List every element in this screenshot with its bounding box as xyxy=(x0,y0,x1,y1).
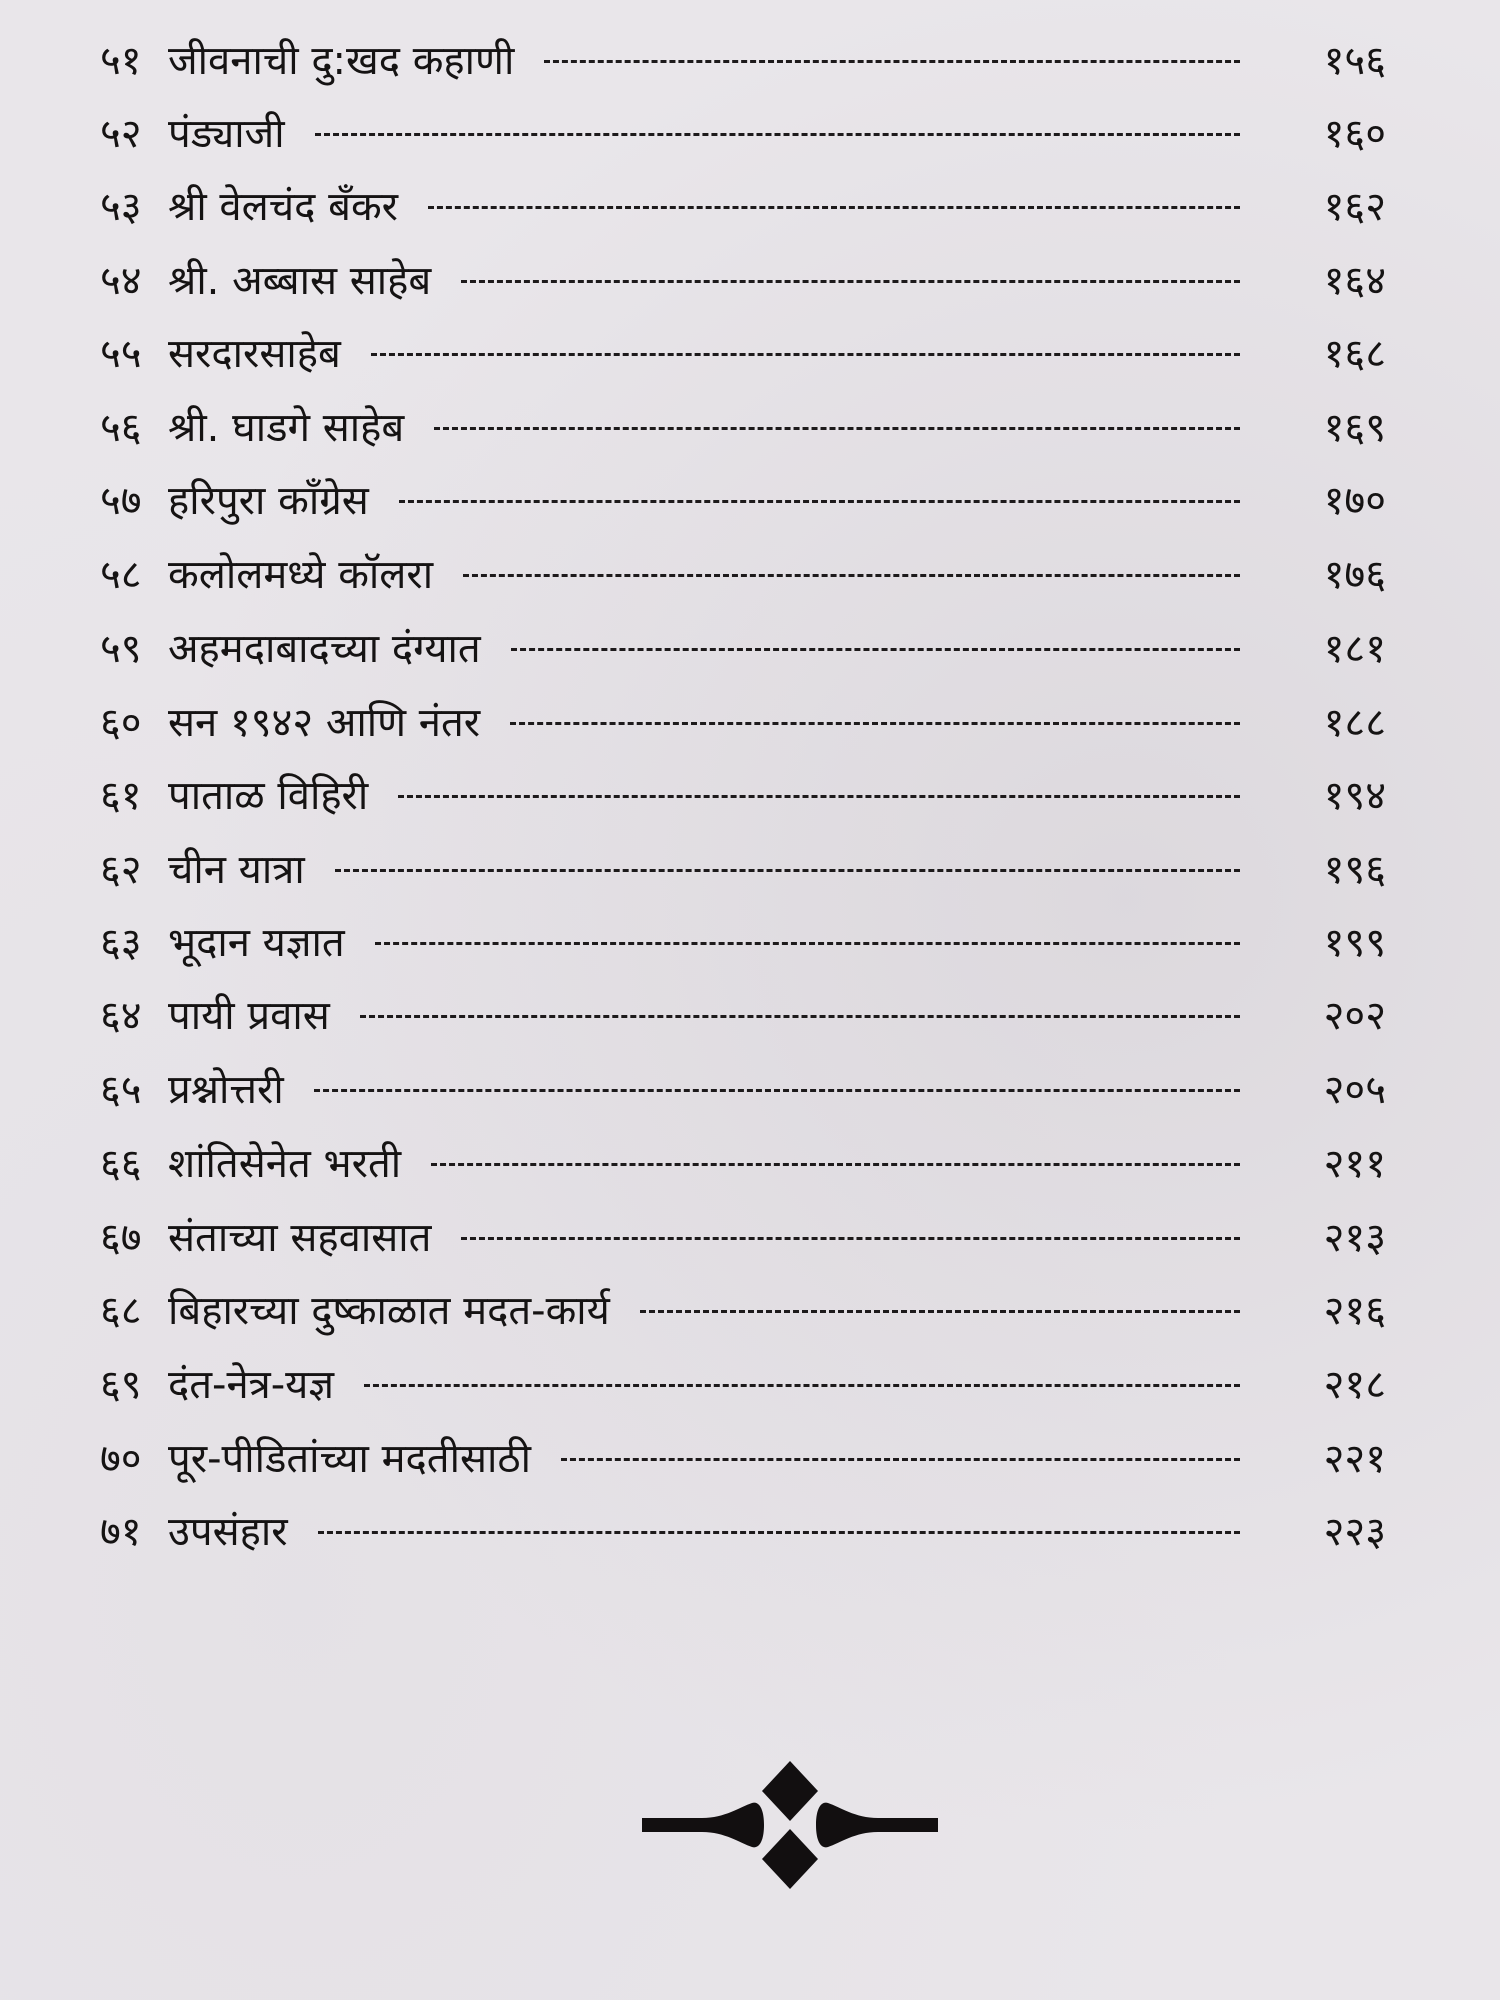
toc-entry xyxy=(100,1205,1390,1265)
dotted-leader xyxy=(375,942,1240,945)
toc-entry xyxy=(100,1352,1390,1412)
bottom-diamond xyxy=(762,1829,818,1889)
toc-chapter-title: शांतिसेनेत भरती xyxy=(168,1140,402,1187)
toc-entry xyxy=(100,837,1390,897)
toc-entry xyxy=(100,1499,1390,1559)
toc-chapter-number: ६४ xyxy=(100,992,142,1039)
toc-chapter-number: ५२ xyxy=(100,110,142,157)
toc-chapter-title: प्रश्नोत्तरी xyxy=(168,1066,284,1113)
top-diamond xyxy=(762,1761,818,1821)
toc-chapter-number: ६७ xyxy=(100,1214,142,1261)
left-flourish xyxy=(642,1803,764,1848)
toc-entry xyxy=(100,248,1390,308)
toc-entry xyxy=(100,910,1390,970)
toc-entry xyxy=(100,1278,1390,1338)
toc-page-number: १९४ xyxy=(1323,772,1386,819)
toc-page-number: २१८ xyxy=(1323,1361,1386,1408)
dotted-leader xyxy=(335,869,1240,872)
toc-chapter-number: ६८ xyxy=(100,1287,142,1334)
toc-page-number: २२१ xyxy=(1323,1435,1386,1482)
toc-page-number: २०२ xyxy=(1323,992,1386,1039)
dotted-leader xyxy=(315,133,1240,136)
toc-chapter-number: ६३ xyxy=(100,919,142,966)
dotted-leader xyxy=(398,795,1240,798)
dotted-leader xyxy=(360,1015,1240,1018)
toc-page-number: २२३ xyxy=(1323,1508,1386,1555)
toc-entry xyxy=(100,1057,1390,1117)
dotted-leader xyxy=(640,1310,1240,1313)
dotted-leader xyxy=(431,1163,1240,1166)
toc-chapter-number: ६९ xyxy=(100,1361,142,1408)
toc-chapter-title: पंड्याजी xyxy=(168,110,285,157)
toc-chapter-title: श्री. अब्बास साहेब xyxy=(168,257,432,304)
toc-page-number: १९९ xyxy=(1323,919,1386,966)
dotted-leader xyxy=(314,1089,1240,1092)
toc-chapter-number: ६५ xyxy=(100,1066,142,1113)
dotted-leader xyxy=(561,1458,1240,1461)
toc-chapter-title: दंत-नेत्र-यज्ञ xyxy=(168,1361,335,1408)
toc-entry xyxy=(100,321,1390,381)
toc-chapter-number: ५५ xyxy=(100,330,142,377)
toc-chapter-title: भूदान यज्ञात xyxy=(168,919,345,966)
toc-chapter-number: ६६ xyxy=(100,1140,142,1187)
dotted-leader xyxy=(511,648,1240,651)
toc-page-number: १६९ xyxy=(1323,404,1386,451)
dotted-leader xyxy=(318,1531,1240,1534)
toc-chapter-number: ७० xyxy=(100,1435,142,1482)
toc-entry xyxy=(100,1131,1390,1191)
toc-entry xyxy=(100,616,1390,676)
toc-chapter-number: ५३ xyxy=(100,183,142,230)
toc-entry xyxy=(100,101,1390,161)
toc-chapter-title: उपसंहार xyxy=(168,1508,288,1555)
toc-page-number: १८८ xyxy=(1323,699,1386,746)
toc-page-number: १६२ xyxy=(1323,183,1386,230)
toc-chapter-title: हरिपुरा कॉंग्रेस xyxy=(168,477,369,524)
toc-chapter-title: पाताळ विहिरी xyxy=(168,772,369,819)
dotted-leader xyxy=(434,427,1240,430)
toc-chapter-title: चीन यात्रा xyxy=(168,846,305,893)
toc-page-number: १५६ xyxy=(1323,37,1386,84)
toc-page-number: २०५ xyxy=(1323,1066,1386,1113)
toc-page-number: १९६ xyxy=(1323,846,1386,893)
toc-page-number: २१३ xyxy=(1323,1214,1386,1261)
toc-entry xyxy=(100,542,1390,602)
toc-entry xyxy=(100,468,1390,528)
toc-chapter-title: अहमदाबादच्या दंग्यात xyxy=(168,625,481,672)
toc-entry xyxy=(100,395,1390,455)
dotted-leader xyxy=(544,60,1240,63)
toc-page-number: २१६ xyxy=(1323,1287,1386,1334)
toc-chapter-number: ५९ xyxy=(100,625,142,672)
toc-chapter-number: ६१ xyxy=(100,772,142,819)
toc-chapter-title: संताच्या सहवासात xyxy=(168,1214,432,1261)
toc-chapter-title: पूर-पीडितांच्या मदतीसाठी xyxy=(168,1435,531,1482)
toc-chapter-number: ६२ xyxy=(100,846,142,893)
toc-chapter-number: ५१ xyxy=(100,37,142,84)
toc-chapter-title: सन १९४२ आणि नंतर xyxy=(168,699,481,746)
dotted-leader xyxy=(461,280,1240,283)
toc-page-number: १६४ xyxy=(1323,257,1386,304)
toc-chapter-number: ६० xyxy=(100,699,142,746)
dotted-leader xyxy=(463,574,1240,577)
toc-page-number: २११ xyxy=(1323,1140,1386,1187)
toc-chapter-number: ७१ xyxy=(100,1508,142,1555)
toc-page-number: १८१ xyxy=(1323,625,1386,672)
toc-chapter-title: श्री. घाडगे साहेब xyxy=(168,404,405,451)
toc-entry xyxy=(100,1426,1390,1486)
toc-page-number: १६० xyxy=(1323,110,1386,157)
toc-chapter-title: कलोलमध्ये कॉलरा xyxy=(168,551,434,598)
right-flourish xyxy=(816,1803,938,1848)
dotted-leader xyxy=(364,1384,1240,1387)
toc-entry xyxy=(100,763,1390,823)
diamond-flourish-ornament-icon xyxy=(640,1755,940,1895)
toc-chapter-title: सरदारसाहेब xyxy=(168,330,341,377)
toc-chapter-number: ५८ xyxy=(100,551,142,598)
toc-entry xyxy=(100,690,1390,750)
toc-chapter-number: ५७ xyxy=(100,477,142,524)
dotted-leader xyxy=(428,206,1240,209)
toc-entry xyxy=(100,983,1390,1043)
toc-entry xyxy=(100,174,1390,234)
dotted-leader xyxy=(399,500,1240,503)
toc-chapter-title: पायी प्रवास xyxy=(168,992,330,1039)
dotted-leader xyxy=(461,1237,1240,1240)
toc-page-number: १७६ xyxy=(1323,551,1386,598)
toc-page-number: १६८ xyxy=(1323,330,1386,377)
toc-chapter-number: ५६ xyxy=(100,404,142,451)
toc-chapter-title: श्री वेलचंद बँकर xyxy=(168,183,399,230)
toc-chapter-number: ५४ xyxy=(100,257,142,304)
dotted-leader xyxy=(510,722,1240,725)
dotted-leader xyxy=(371,353,1240,356)
toc-entry xyxy=(100,28,1390,88)
toc-chapter-title: जीवनाची दु:खद कहाणी xyxy=(168,37,515,84)
toc-page-number: १७० xyxy=(1323,477,1386,524)
toc-chapter-title: बिहारच्या दुष्काळात मदत-कार्य xyxy=(168,1287,610,1334)
